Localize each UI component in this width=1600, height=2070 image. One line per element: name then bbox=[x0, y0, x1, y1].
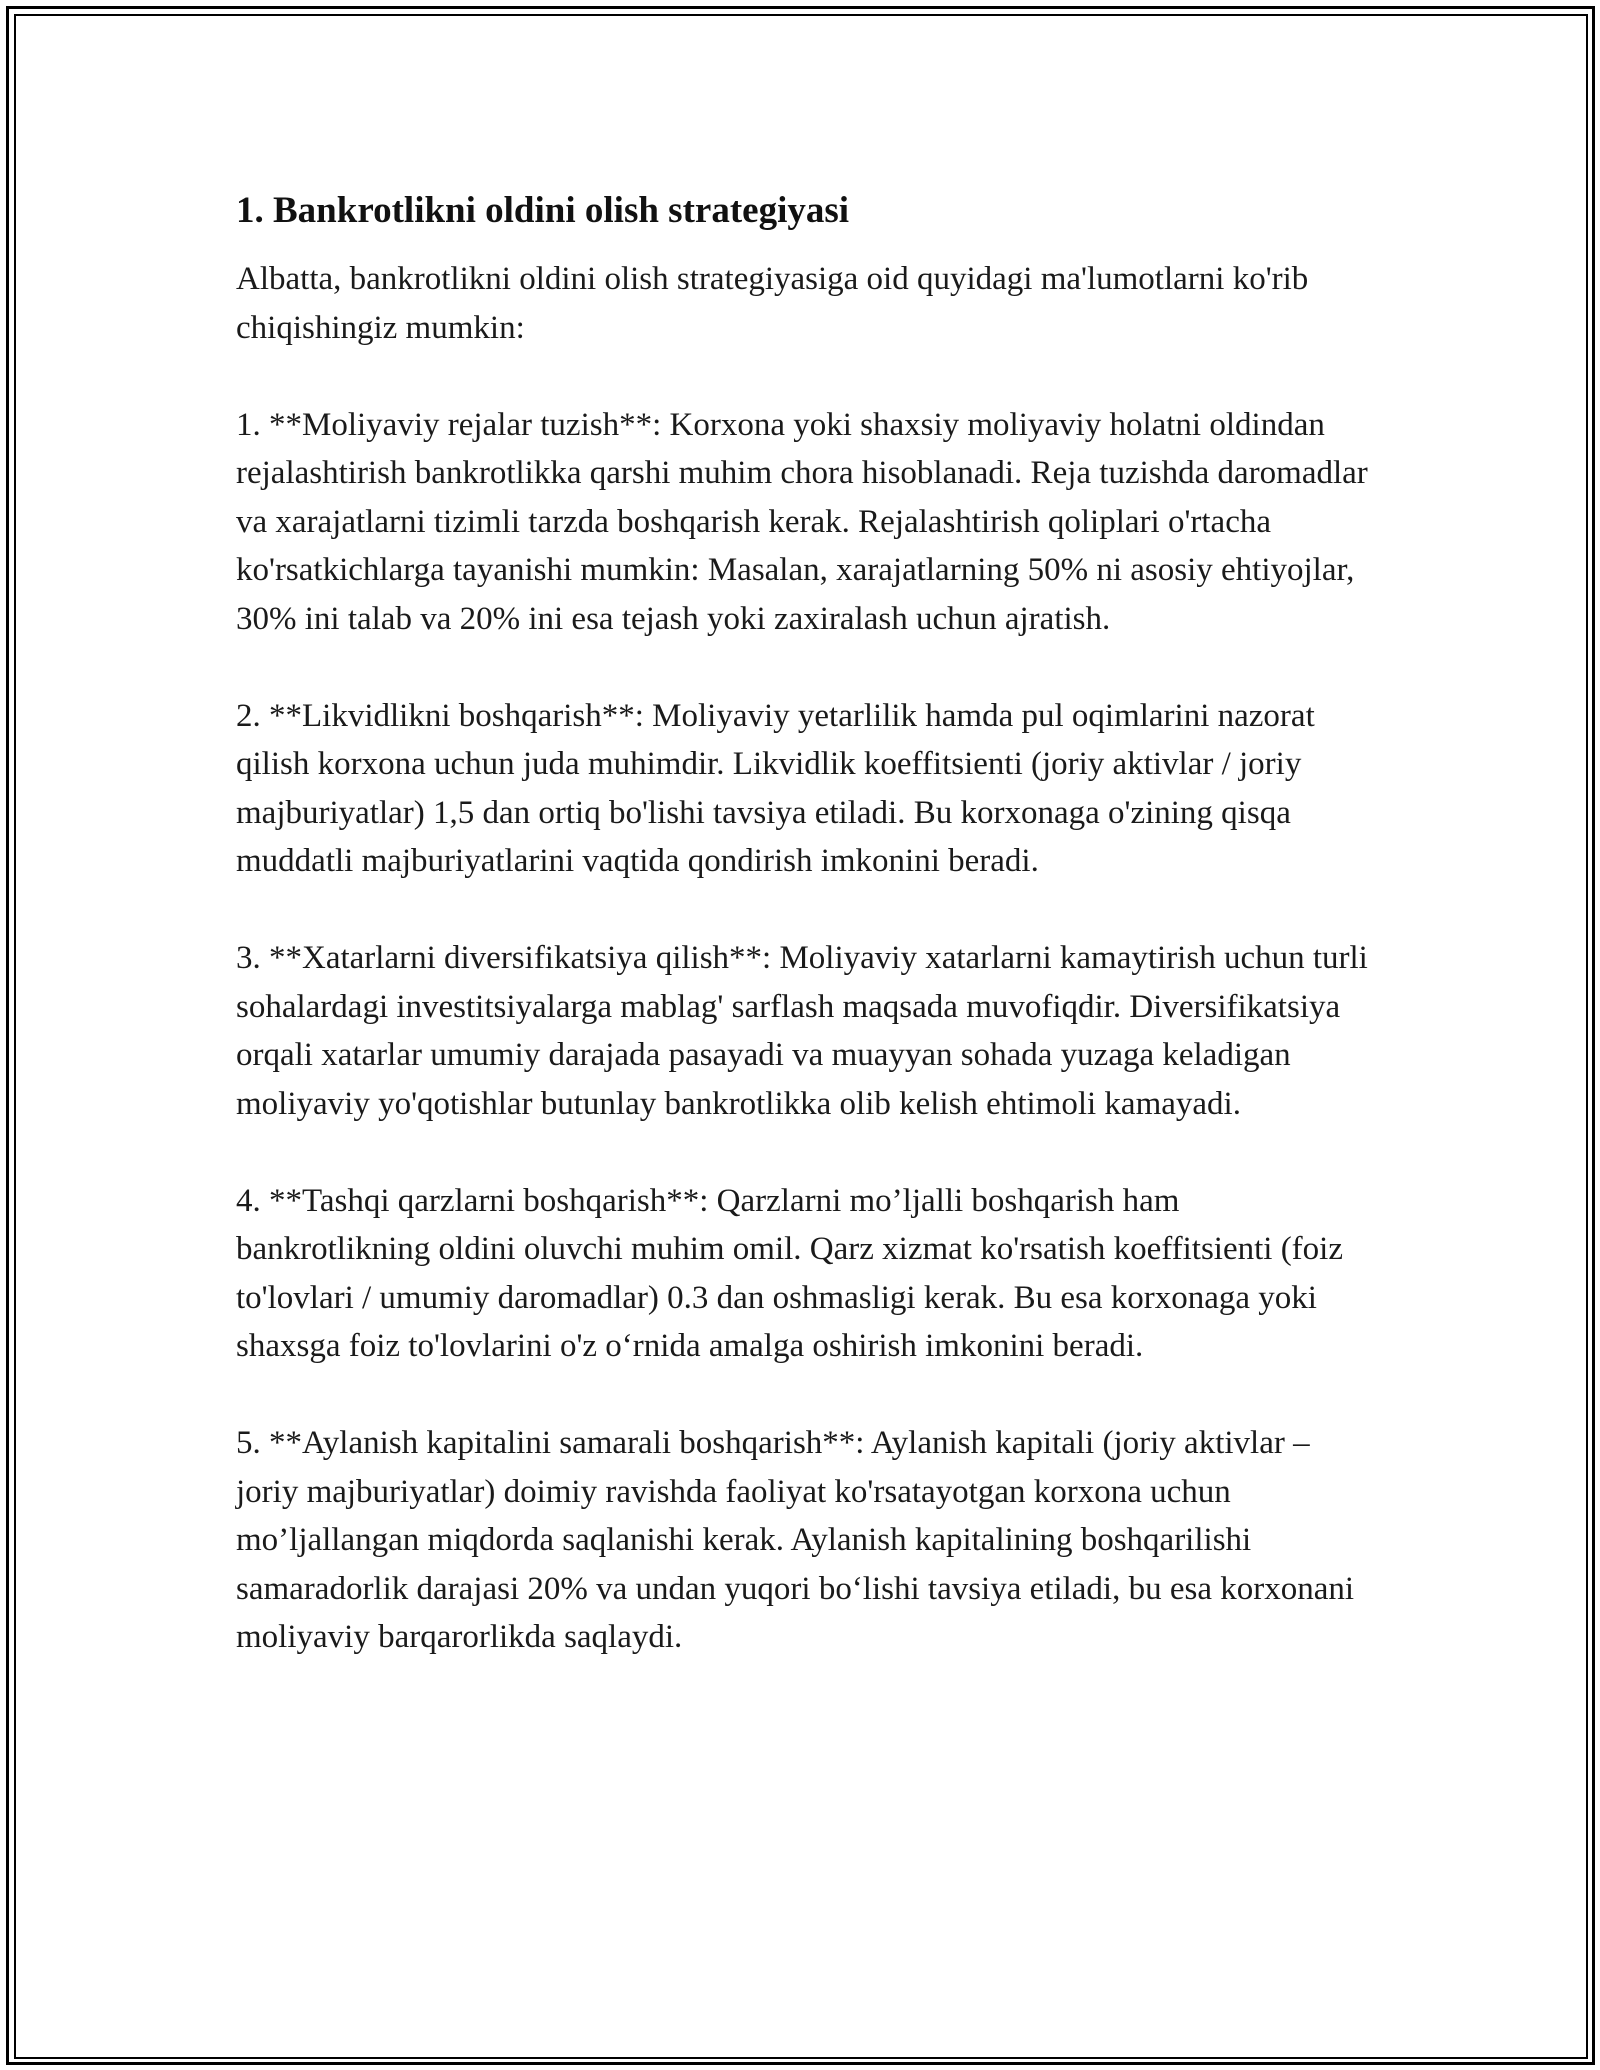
document-title: 1. Bankrotlikni oldini olish strategiyasi bbox=[236, 190, 850, 231]
list-item: 3. **Xatarlarni diversifikatsiya qilish**: Moliyaviy xatarlarni kamaytirish uchun turli sohalardagi investitsiyalarga mablag' sarflash maqsada muvofiqdir. Diversifikatsiya orqali xatarlar umumiy darajada pasayadi va muayyan sohada yuzaga keladigan moliyaviy yo'qotishlar butunlay bankrotlikka olib kelish ehtimoli kamayadi. bbox=[236, 940, 1368, 1122]
document-body bbox=[236, 186, 1376, 1662]
list-item: 5. **Aylanish kapitalini samarali boshqarish**: Aylanish kapitali (joriy aktivlar – joriy majburiyatlar) doimiy ravishda faoliyat ko'rsatayotgan korxona uchun mo’ljallangan miqdorda saqlanishi kerak. Aylanish kapitalining boshqarilishi samaradorlik darajasi 20% va undan yuqori bo‘lishi tavsiya etiladi, bu esa korxonani moliyaviy barqarorlikda saqlaydi. bbox=[236, 1425, 1355, 1655]
list-item: 4. **Tashqi qarzlarni boshqarish**: Qarzlarni mo’ljalli boshqarish ham bankrotlikning oldini oluvchi muhim omil. Qarz xizmat ko'rsatish koeffitsienti (foiz to'lovlari / umumiy daromadlar) 0.3 dan oshmasligi kerak. Bu esa korxonaga yoki shaxsga foiz to'lovlarini o'z o‘rnida amalga oshirish imkonini beradi. bbox=[236, 1182, 1343, 1364]
list-item: 2. **Likvidlikni boshqarish**: Moliyaviy yetarlilik hamda pul oqimlarini nazorat qilish korxona uchun juda muhimdir. Likvidlik koeffitsienti (joriy aktivlar / joriy majburiyatlar) 1,5 dan ortiq bo'lishi tavsiya etiladi. Bu korxonaga o'zining qisqa muddatli majburiyatlarini vaqtida qondirish imkonini beradi. bbox=[236, 697, 1315, 879]
intro-paragraph: Albatta, bankrotlikni oldini olish strategiyasiga oid quyidagi ma'lumotlarni ko'rib chiqishingiz mumkin: bbox=[236, 261, 1309, 346]
list-item: 1. **Moliyaviy rejalar tuzish**: Korxona yoki shaxsiy moliyaviy holatni oldindan rejalashtirish bankrotlikka qarshi muhim chora hisoblanadi. Reja tuzishda daromadlar va xarajatlarni tizimli tarzda boshqarish kerak. Rejalashtirish qoliplari o'rtacha ko'rsatkichlarga tayanishi mumkin: Masalan, xarajatlarning 50% ni asosiy ehtiyojlar, 30% ini talab va 20% ini esa tejash yoki zaxiralash uchun ajratish. bbox=[236, 406, 1368, 637]
